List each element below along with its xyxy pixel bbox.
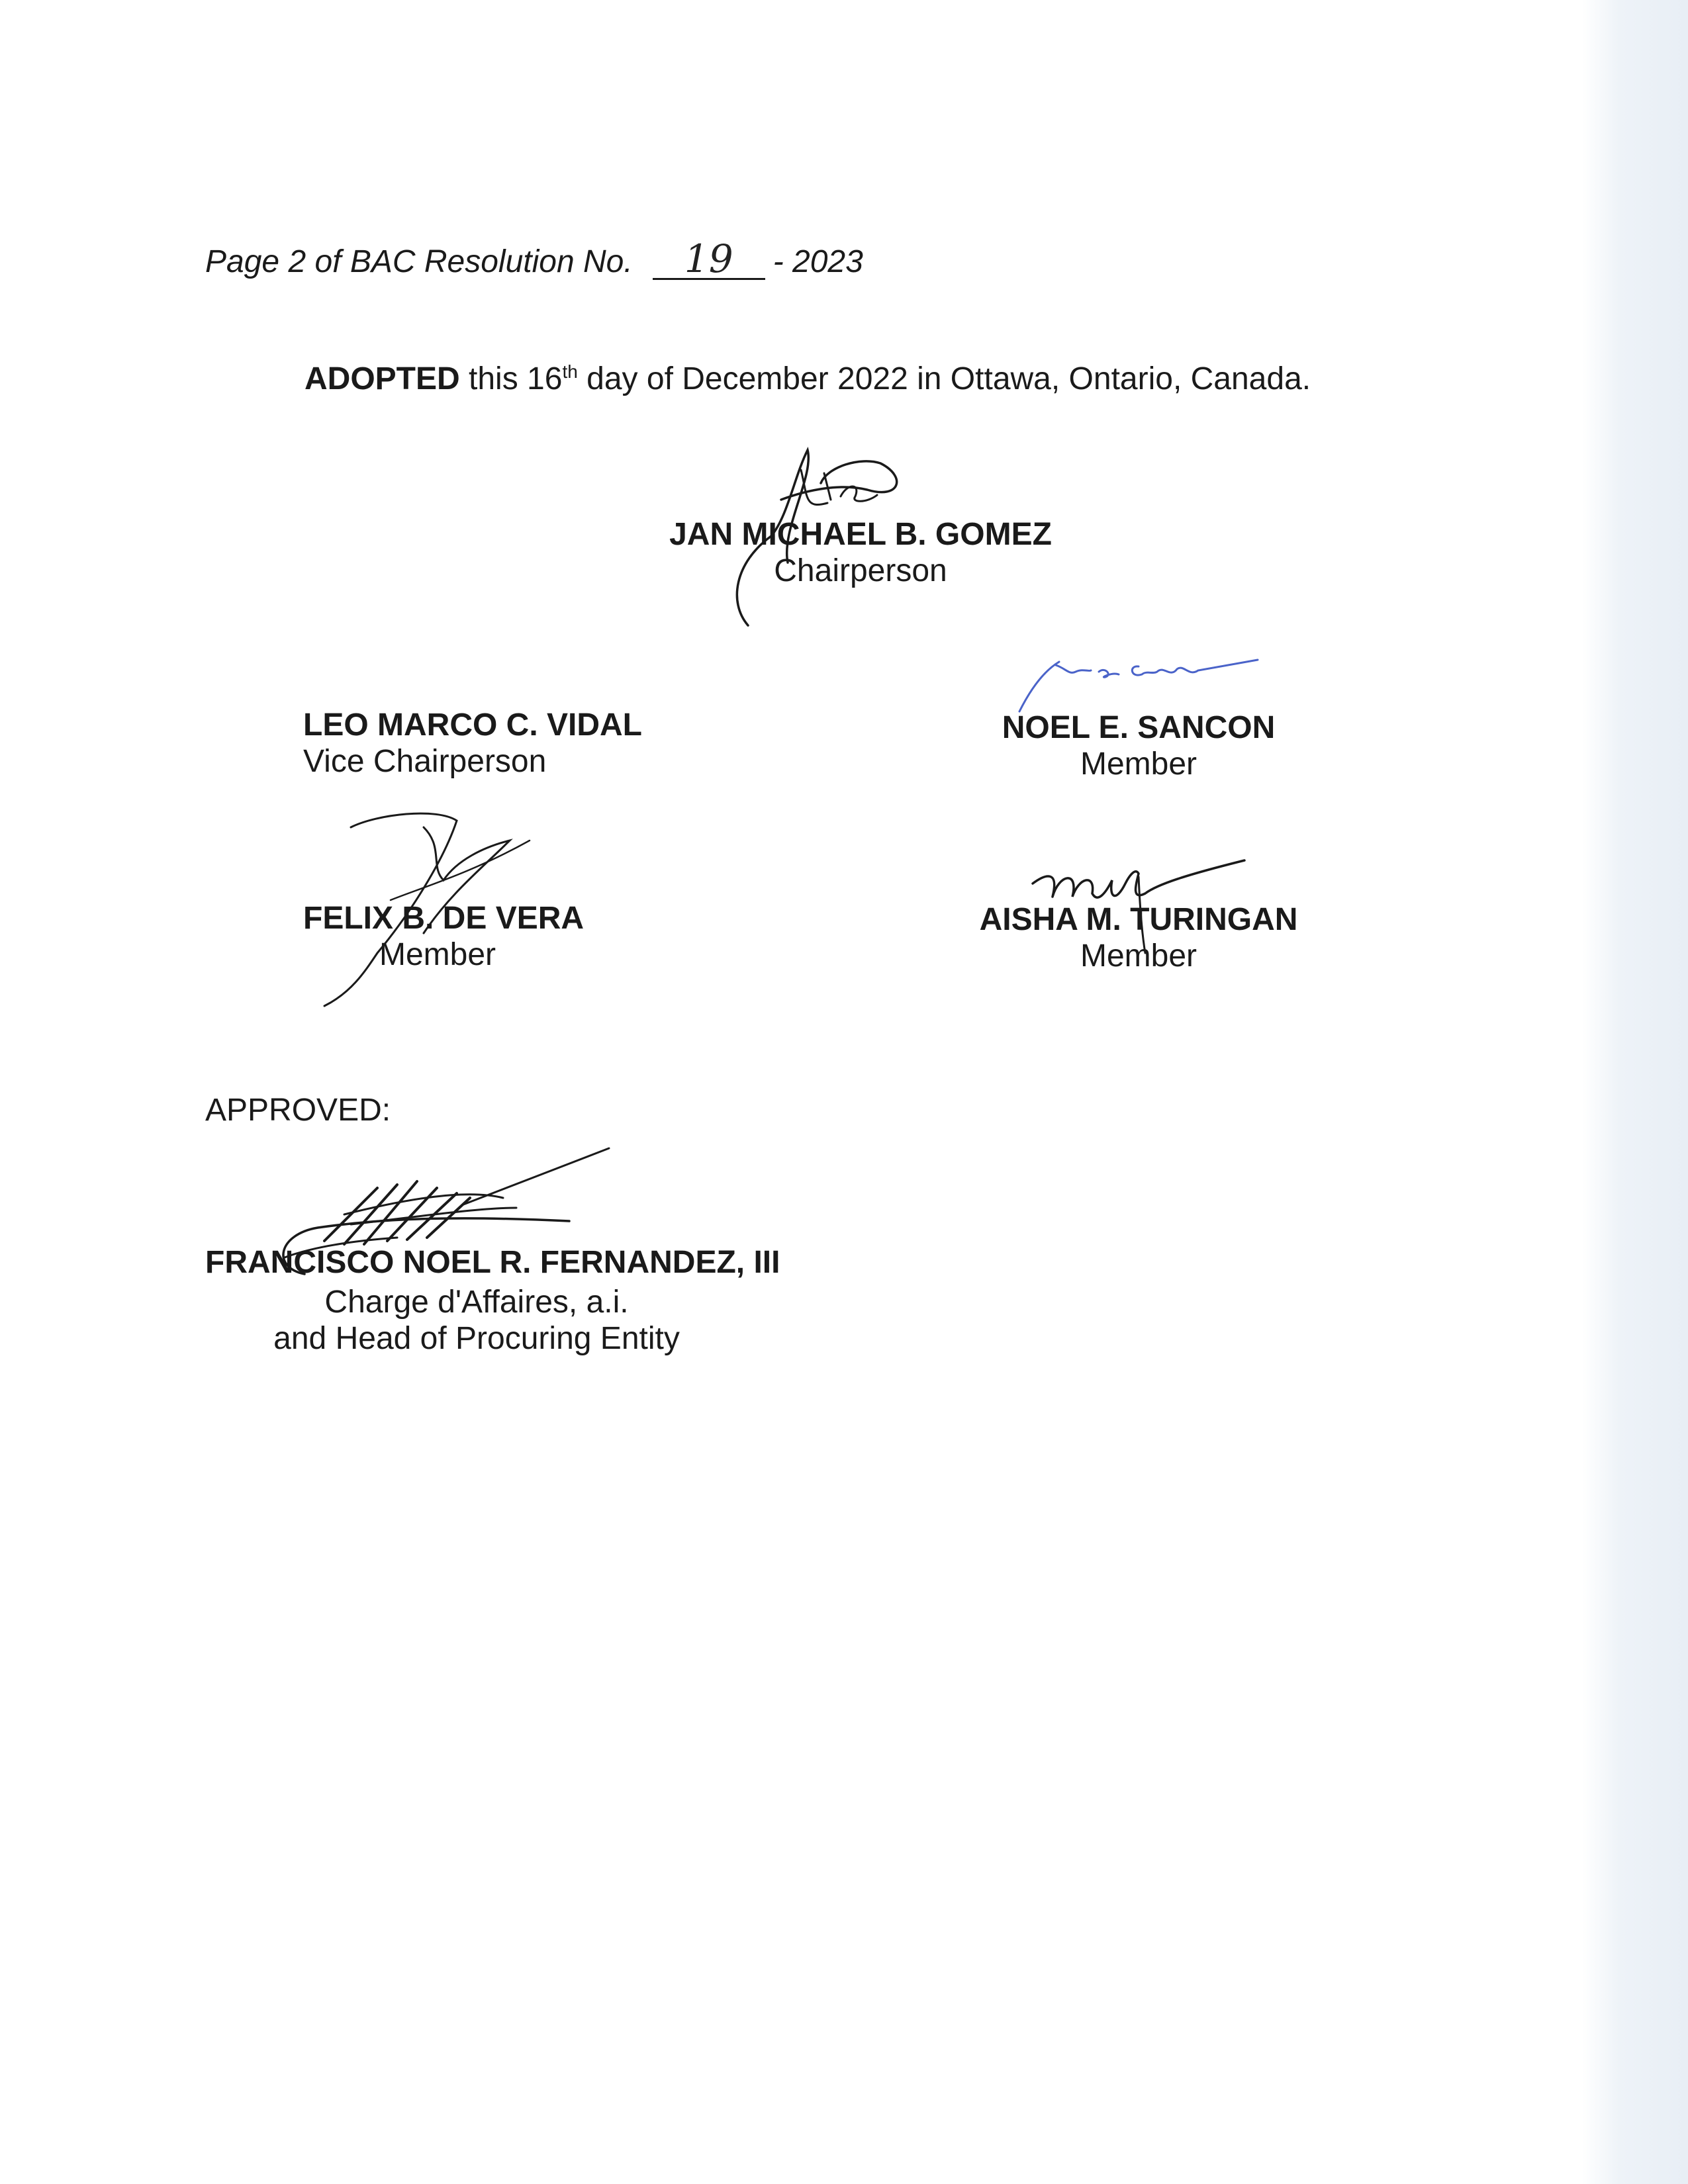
approving-officer-titles <box>252 1284 702 1357</box>
adopted-keyword: ADOPTED <box>305 361 460 396</box>
approved-label: APPROVED: <box>205 1093 391 1128</box>
approving-officer-title-line2: and Head of Procuring Entity <box>273 1321 680 1356</box>
member-turingan-title: Member <box>1080 938 1197 974</box>
member-devera-name: FELIX B. DE VERA <box>303 901 585 936</box>
member-devera-signature <box>311 801 563 1013</box>
resolution-number: 19 <box>653 240 765 280</box>
adopted-text-after: day of December 2022 in Ottawa, Ontario, Canada. <box>577 361 1311 396</box>
member-turingan-name: AISHA M. TURINGAN <box>979 902 1298 937</box>
vice-chairperson-title: Vice Chairperson <box>303 744 547 779</box>
chairperson-signature <box>708 437 920 635</box>
vice-chairperson-block <box>303 707 642 780</box>
approving-officer-signature <box>265 1142 622 1287</box>
adopted-ordinal: th <box>562 361 578 382</box>
header-prefix: Page 2 of BAC Resolution No. <box>205 244 633 279</box>
approving-officer-title-line1: Charge d'Affaires, a.i. <box>324 1285 629 1320</box>
member-sancon-name: NOEL E. SANCON <box>1002 710 1276 745</box>
member-devera-title: Member <box>379 937 496 972</box>
member-sancon-signature <box>1006 645 1271 718</box>
member-sancon-block <box>920 709 1357 782</box>
vice-chairperson-name: LEO MARCO C. VIDAL <box>303 707 642 743</box>
scan-edge-shading <box>1582 0 1688 2184</box>
chairperson-name: JAN MICHAEL B. GOMEZ <box>669 517 1052 552</box>
approving-officer-name: FRANCISCO NOEL R. FERNANDEZ, III <box>205 1245 780 1280</box>
adopted-statement <box>305 361 1311 397</box>
header-suffix: - 2023 <box>773 244 863 279</box>
member-turingan-signature <box>1019 847 1258 960</box>
adopted-text-before: this 16 <box>459 361 563 396</box>
chairperson-title: Chairperson <box>774 553 947 588</box>
page-header <box>205 236 863 281</box>
member-sancon-title: Member <box>1080 747 1197 782</box>
